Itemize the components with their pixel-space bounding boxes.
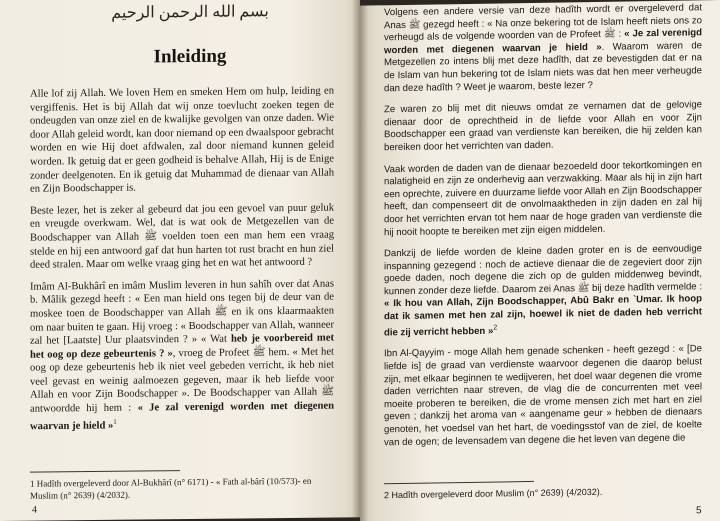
qayyim-rest: hebben de dienaars genoten, het voedsel van het hart, de voedingsstof van de ziel, de koelte van de ogen; de levensadem van degene die het leven van degene die	[384, 406, 702, 448]
right-body-text	[384, 2, 702, 458]
right-paragraph-5	[384, 344, 702, 450]
left-paragraph-1: Alle lof zij Allah. We loven Hem en smeken Hem om hulp, leiding en vergiffenis. Het is bij Allah dat wij onze toevlucht zoeken tegen de ondeugden van onze ziel en de kwalijke gevolgen van onze daden. Wie door Allah geleid wordt, kan door niemand op een dwaalspoor gebracht worden en wie Hij doet afdwalen, zal door niemand kunnen geleid worden. Ik getuig dat er geen godheid is behalve Allah, Hij is de Enige zonder deelgenoten. En ik getuig dat Muhammad de dienaar van Allah en Zijn Boodschapper is.	[30, 85, 334, 195]
hadith-middle: , vroeg de Profeet ﷺ hem. « Met het oog op deze gebeurtenis heb ik niet veel gebeden verricht, ik heb niet veel gevast en weinig aalmoezen gegeven, maar ik heb liefde voor Allah en voor Zijn Boodschapper ». De Boodschapper van Allah ﷺ antwoordde hij hem :	[30, 346, 334, 415]
right-paragraph-1	[384, 2, 702, 95]
left-footnote: 1 Hadîth overgeleverd door Al-Bukhârî (n° 6171) - « Fath al-bârî (10/573)- en Muslim (n° 2639) (4/2032).	[30, 475, 312, 501]
anas-intro: Dankzij de liefde worden de kleine daden groter en is de eenvoudige inspanning gezegend : noch de actieve dienaar die de zegeviert door zijn goede daden, noch degene die zich op de gulden middenweg bevindt, kunnen zonder deze liefde. Daarom zei Anas ﷺ bij deze hadîth vermelde :	[384, 243, 702, 298]
page-title: Inleiding	[153, 45, 227, 68]
right-paragraph-4	[384, 243, 702, 339]
book-gutter	[352, 0, 368, 521]
hadith-bold-answer: « Je zal verenigd worden met diegenen waarvan je hield »	[30, 400, 334, 432]
anas-bold-quote: « Ik hou van Allah, Zijn Boodschapper, Abû Bakr en `Umar. Ik hoop dat ik samen met hen zal zijn, hoewel ik niet de daden heb verricht die zij verricht hebben »	[384, 293, 702, 339]
left-body-text	[30, 85, 334, 442]
version-bold-quote: « Je zal verenigd worden met diegenen waarvan je hield »	[384, 27, 702, 57]
left-paragraph-3	[30, 277, 334, 433]
left-page-number: 4	[32, 504, 37, 516]
basmala: بسم الله الرحمن الرحيم	[111, 3, 269, 22]
right-footnote: 2 Hadîth overgeleverd door Muslim (n° 2639) (4/2032).	[384, 486, 603, 501]
qayyim-intro: Ibn Al-Qayyim - moge Allah hem genade schenken - heeft gezegd : « [De liefde is] de graad van verdienste waarvoor degenen die daarop belust zijn, met elkaar beginnen te wedijveren, het doel waar degenen die vrome daden verrichten naar streven, de vlag die de concurrenten met veel moeite proberen te bereiken, die de vrome mensen zich met hart en ziel geven ; dankzij het aroma van	[384, 343, 702, 423]
right-paragraph-3: Vaak worden de daden van de dienaar bezoedeld door tekortkomingen en nalatigheid en zijn ze onderhevig aan verzwakking. Maar als hij in zijn hart een oprechte, zuivere en duurzame liefde voor Allah en Zijn Boodschapper heeft, dan compenseert dit de onvolmaaktheden in zijn daden en zal hij door het verrichten ervan tot hem naar de hoge graden van verdienste die hij nooit hoopte te bereiken met zijn eigen middelen.	[384, 158, 702, 238]
hadith-bold-question: heb je voorbereid met het oog op deze gebeurtenis ? »	[30, 332, 334, 361]
right-page	[360, 0, 720, 521]
version-rest: . Waarom waren de Metgezellen zo intens blij met deze hadîth, dat ze bevestigden dat er na de Islam van hun bekering tot de Islam niets was dat hen meer verheugde dan deze hadîth ? Weet je waarom, beste lezer ?	[384, 40, 702, 94]
footnote-rule	[30, 470, 180, 473]
version-intro: Volgens een andere versie van deze hadîth wordt er overgeleverd dat Anas ﷺ gezegd heeft : « Na onze bekering tot de Islam heeft niets ons zo verheugd als de volgende woorden van de Profeet ﷺ :	[384, 2, 702, 44]
footnote-marker-1: 1	[113, 417, 117, 426]
footnote-rule	[384, 481, 534, 484]
qayyim-quote: « aangename geur »	[520, 408, 612, 421]
footnote-marker-2: 2	[493, 324, 498, 332]
hadith-intro: Imâm Al-Bukhârî en imâm Muslim leveren in hun sahîh over dat Anas b. Mâlik gezegd heeft : « Een man hield ons tegen bij de deur van de moskee toen de Boodschapper van Allah ﷺ en ik ons klaarmaakten om naar buiten te gaan. Hij vroeg : « Boodschapper van Allah, wanneer zal het [Laatste] Uur plaatsvinden ? » « Wat	[30, 278, 334, 347]
right-paragraph-2: Ze waren zo blij met dit nieuws omdat ze vernamen dat de gelovige dienaar door de oprechtheid in de liefde voor Allah en voor Zijn Boodschapper een graad van verdienste kan bereiken, die hij zelden kan bereiken door het verrichten van daden.	[384, 99, 702, 154]
left-paragraph-2: Beste lezer, het is zeker al gebeurd dat jou een gevoel van puur geluk en vreugde overkwam. Wel, dat is wat ook de Metgezellen van de Boodschapper van Allah ﷺ voelden toen een man hem een vraag stelde en hij een antwoord gaf dat hun harten tot rust bracht en hun ziel deed stralen. Maar om welke vraag ging het en wat het antwoord ?	[30, 202, 335, 271]
right-page-number: 5	[696, 505, 702, 517]
